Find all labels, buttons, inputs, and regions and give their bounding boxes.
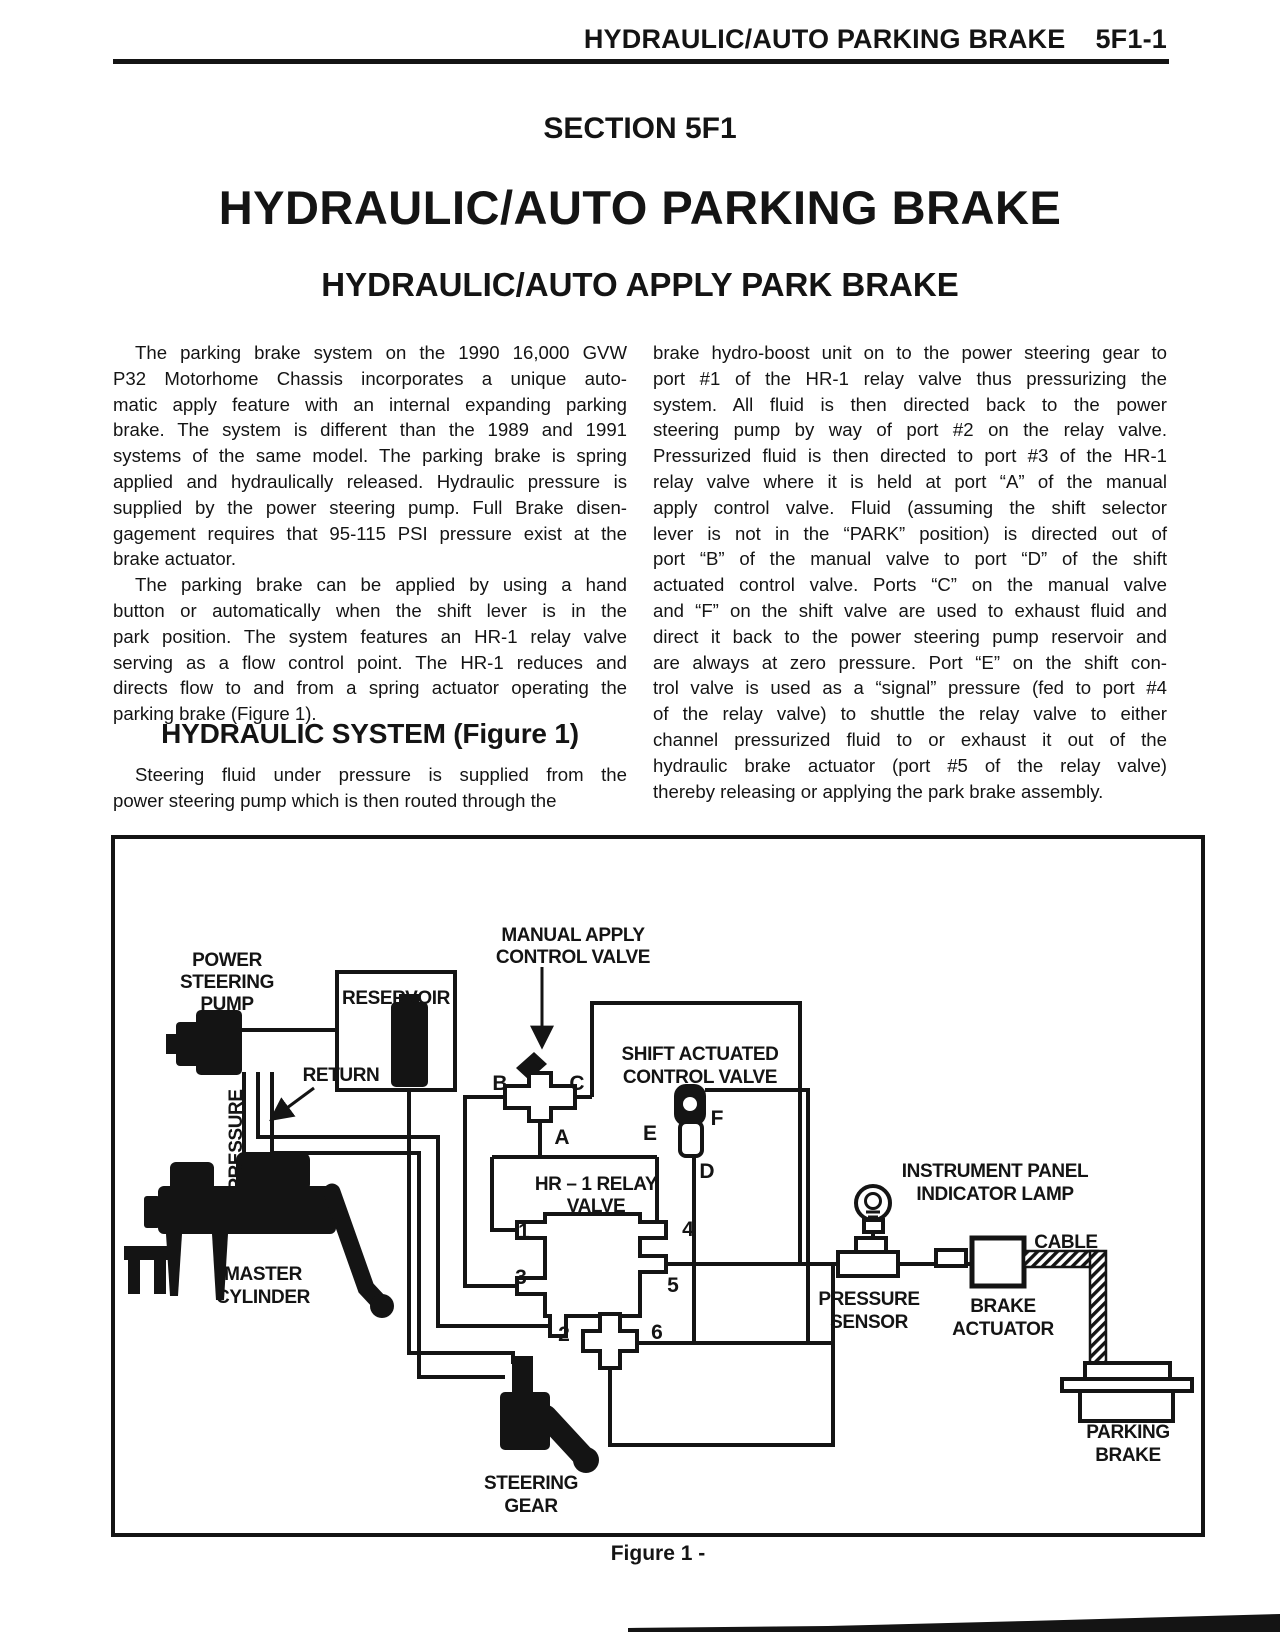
left-paragraph-2: The parking brake can be applied by using a hand button or automatically when the shift lever is in the park position. The system features an HR-1 relay valve serving as a flow control point. The HR-1 reduces and directs flow to and from a spring actuator operating the parking brake (Figure 1).: [113, 574, 627, 725]
port-label-5: 5: [667, 1274, 679, 1297]
label-parking-brake: PARKING: [1086, 1422, 1170, 1443]
label-pressure-sensor: PRESSURE: [818, 1289, 920, 1310]
port-label-2: 2: [558, 1323, 570, 1346]
label-power-steering-pump: PUMP: [200, 994, 254, 1015]
label-master-cylinder: MASTER: [224, 1264, 302, 1285]
port-label-c: C: [569, 1072, 585, 1095]
label-manual-apply-control-valve: MANUAL APPLY: [501, 925, 645, 946]
label-brake-actuator: BRAKE: [970, 1296, 1036, 1317]
label-return: RETURN: [302, 1065, 380, 1086]
label-cable: CABLE: [1034, 1232, 1098, 1253]
label-parking-brake: BRAKE: [1095, 1445, 1161, 1466]
page-header-title: HYDRAULIC/AUTO PARKING BRAKE: [583, 24, 1066, 54]
port-label-a: A: [554, 1126, 570, 1149]
label-pressure-sensor: SENSOR: [830, 1312, 908, 1333]
label-instrument-panel-indicator-lamp: INSTRUMENT PANEL: [901, 1161, 1089, 1182]
right-paragraph-1: brake hydro-boost unit on to the power steering gear to port #1 of the HR-1 relay valve thus pressurizing the system. All fluid is then directed back to the power steering pump by way of port #2 on the relay valve. Pressurized fluid is then directed to port #3 of the HR-1 relay valve where it is held at port “A” of the manual apply control valve. Fluid (assuming the shift selector lever is not in the “PARK” position) is directed out of port “B” of the manual valve to port “D” of the shift actuated control valve. Ports “C” on the manual valve and “F” on the shift valve are used to exhaust fluid and direct it back to the power steering pump reservoir and are always at zero pressure. Port “E” on the shift con- trol valve is used as a “signal” pressure (fed to port #4 of the relay valve) to shuttle the relay valve to either channel pressurized fluid to or exhaust it out of the hydraulic brake actuator (port #5 of the relay valve) thereby releasing or applying the park brake assembly.: [653, 342, 1167, 802]
hydraulic-system-heading: HYDRAULIC SYSTEM (Figure 1): [161, 718, 579, 749]
brake-actuator-shape: [972, 1238, 1024, 1286]
page-header: [584, 24, 1167, 55]
port-label-e: E: [642, 1122, 658, 1145]
label-pressure: PRESSURE: [226, 1089, 247, 1191]
header-rule: [113, 59, 1169, 64]
section-label: SECTION 5F1: [543, 112, 737, 145]
label-brake-actuator: ACTUATOR: [952, 1319, 1054, 1340]
left-paragraph-1: The parking brake system on the 1990 16,000 GVW P32 Motorhome Chassis incorporates a unique auto- matic apply feature with an internal expanding parking brake. The system is different than the 1989 and 1991 systems of the same model. The parking brake is spring applied and hydraulically released. Hydraulic pressure is supplied by the power steering pump. Full Brake disen- gagement requires that 95-115 PSI pressure exist at the brake actuator.: [113, 342, 627, 570]
label-power-steering-pump: POWER: [192, 950, 262, 971]
figure-caption: Figure 1 -: [610, 1542, 706, 1565]
port-label-f: F: [710, 1107, 724, 1130]
label-shift-actuated-control-valve: CONTROL VALVE: [622, 1067, 778, 1088]
scan-artifact-bar: [628, 1610, 1280, 1632]
label-steering-gear: STEERING: [484, 1473, 578, 1494]
port-label-3: 3: [515, 1266, 527, 1289]
port-label-4: 4: [682, 1218, 694, 1241]
subtitle: HYDRAULIC/AUTO APPLY PARK BRAKE: [321, 266, 959, 303]
label-steering-gear: GEAR: [504, 1496, 558, 1517]
label-shift-actuated-control-valve: SHIFT ACTUATED: [621, 1044, 779, 1065]
port-label-b: B: [492, 1072, 508, 1095]
label-reservoir: RESERVOIR: [342, 988, 450, 1009]
label-master-cylinder: CYLINDER: [216, 1287, 310, 1308]
label-hr1-relay-valve: VALVE: [566, 1196, 626, 1217]
port-label-d: D: [699, 1160, 715, 1183]
label-power-steering-pump: STEERING: [180, 972, 274, 993]
label-hr1-relay-valve: HR – 1 RELAY: [534, 1174, 658, 1195]
cable-connector-shape: [936, 1250, 966, 1266]
left-paragraph-3: Steering fluid under pressure is supplied from the power steering pump which is then routed through the: [113, 764, 627, 811]
shift-valve-shape: [676, 1086, 704, 1156]
page-number: 5F1-1: [1095, 24, 1167, 54]
main-title: HYDRAULIC/AUTO PARKING BRAKE: [218, 181, 1062, 234]
label-manual-apply-control-valve: CONTROL VALVE: [495, 947, 651, 968]
right-column: [653, 340, 1167, 804]
port-label-1: 1: [518, 1220, 530, 1243]
left-column: [113, 340, 627, 727]
port-label-6: 6: [651, 1321, 663, 1344]
label-instrument-panel-indicator-lamp: INDICATOR LAMP: [916, 1184, 1074, 1205]
figure-1-diagram: [110, 834, 1206, 1538]
